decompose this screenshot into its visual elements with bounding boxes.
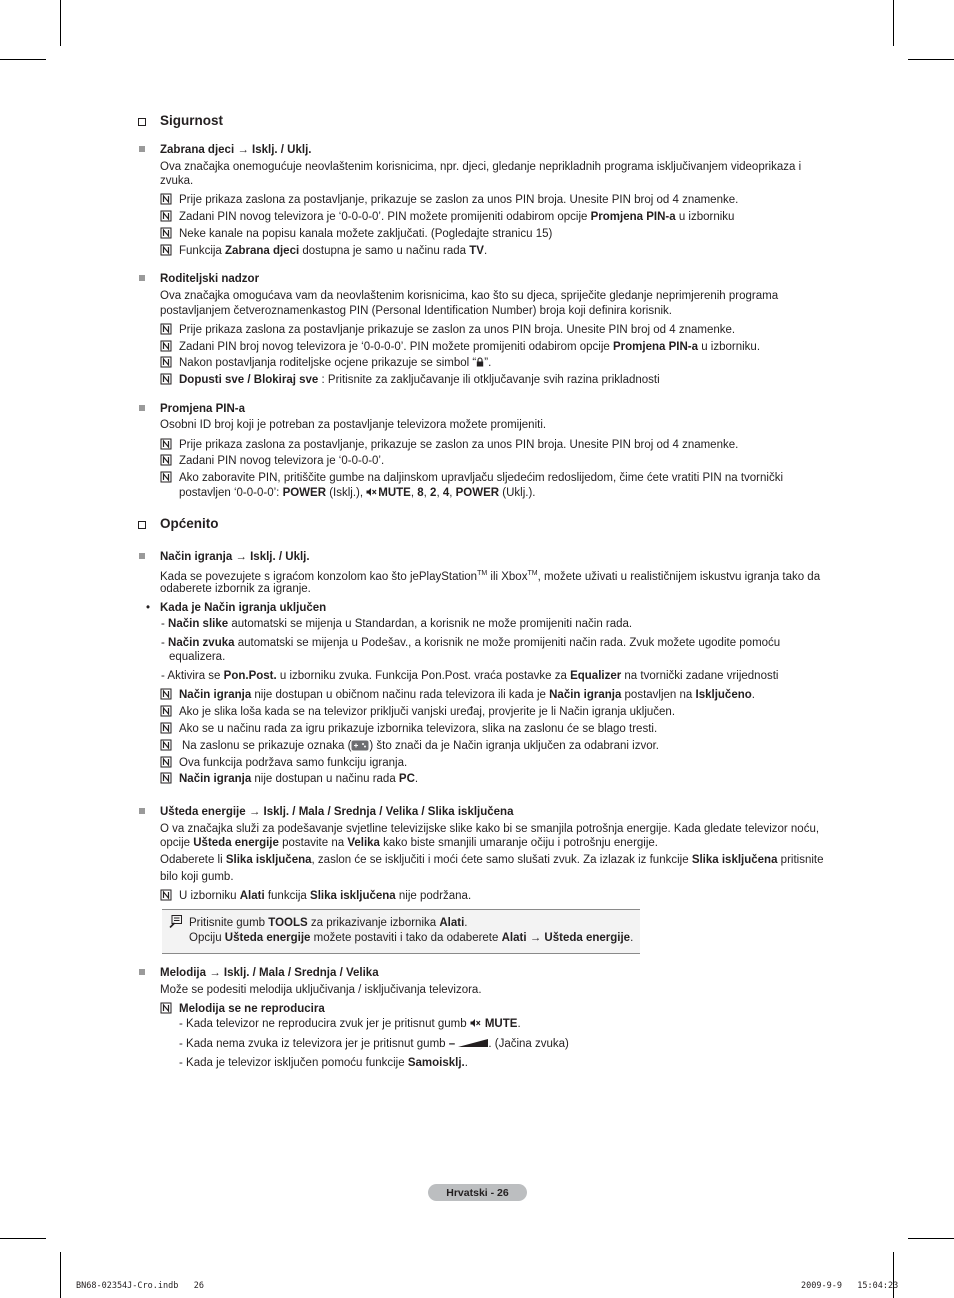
tools-text: Pritisnite gumb TOOLS za prikazivanje izbornika Alati. bbox=[189, 917, 468, 929]
section-title-security: Sigurnost bbox=[160, 113, 223, 128]
melody-title: Melodija → Isklj. / Mala / Srednja / Velika bbox=[160, 967, 379, 979]
crop-mark bbox=[0, 1238, 46, 1239]
dash-item: - Način zvuka automatski se mijenja u Podešav., a korisnik ne može promijeniti način rada. Zvuk možete ugodite pomoću bbox=[161, 637, 781, 649]
note-icon bbox=[160, 705, 172, 717]
parental-title: Roditeljski nadzor bbox=[160, 273, 260, 285]
note-icon bbox=[160, 471, 172, 483]
note-icon bbox=[160, 756, 172, 768]
note-text: Prije prikaza zaslona za postavljanje prikazuje se zaslon za unos PIN broja. Unesite PIN broj od 4 znamenke. bbox=[179, 324, 736, 336]
melody-sub: - Kada je televizor isključen pomoću funkcije Samoisklj.. bbox=[179, 1057, 468, 1069]
note-icon bbox=[160, 688, 172, 700]
energy-desc: bilo koji gumb. bbox=[160, 871, 234, 883]
crop-mark bbox=[60, 0, 61, 46]
tools-icon bbox=[169, 915, 182, 928]
note-text: Prije prikaza zaslona za postavljanje, prikazuje se zaslon za unos PIN broja. Unesite PIN broj od 4 znamenke. bbox=[179, 439, 739, 451]
child-lock-title: Zabrana djeci → Isklj. / Uklj. bbox=[160, 144, 312, 156]
crop-mark bbox=[893, 0, 894, 46]
note-text: U izborniku Alati funkcija Slika isključena nije podržana. bbox=[179, 890, 472, 902]
note-text: Zadani PIN novog televizora je ‘0-0-0-0’. bbox=[179, 455, 385, 467]
crop-mark bbox=[908, 59, 954, 60]
note-text: Nakon postavljanja roditeljske ocjene prikazuje se simbol “ ”. bbox=[179, 357, 492, 369]
item-square-icon bbox=[139, 275, 145, 281]
mute-icon bbox=[470, 1018, 482, 1028]
item-square-icon bbox=[139, 405, 145, 411]
note-icon bbox=[160, 227, 172, 239]
section-checkbox-icon bbox=[138, 118, 146, 126]
crop-mark bbox=[60, 1252, 61, 1298]
page-number: Hrvatski - 26 bbox=[446, 1187, 509, 1199]
note-text: Ako zaboravite PIN, pritiščite gumbe na daljinskom upravljaču sljedećim redoslijedom, čime ćete vratiti PIN na tvornički bbox=[179, 472, 783, 484]
footer-date: 2009-9-9 15:04:23 bbox=[801, 1281, 899, 1291]
note-icon bbox=[160, 722, 172, 734]
item-square-icon bbox=[139, 146, 145, 152]
change-pin-desc: Osobni ID broj koji je potreban za postavljanje televizora možete promijeniti. bbox=[160, 419, 547, 431]
note-text: Način igranja nije dostupan u običnom načinu rada televizora ili kada je Način igranja postavljen na Isključeno. bbox=[179, 689, 755, 701]
mute-icon bbox=[366, 487, 377, 497]
energy-title: Ušteda energije → Isklj. / Mala / Srednja / Velika / Slika isključena bbox=[160, 806, 514, 818]
note-icon bbox=[160, 739, 172, 751]
note-icon bbox=[160, 454, 172, 466]
gamepad-icon bbox=[351, 740, 369, 751]
note-icon bbox=[160, 373, 172, 385]
energy-desc: O va značajka služi za podešavanje svjetline televizijske slike kako bi se smanjila potrošnja energije. Kada gledate televizor noću, bbox=[160, 823, 820, 835]
tools-text: Opciju Ušteda energije možete postaviti i tako da odaberete Alati → Ušteda energije. bbox=[189, 932, 634, 944]
note-text: Neke kanale na popisu kanala možete zaključati. (Pogledajte stranicu 15) bbox=[179, 228, 553, 240]
dash-item: - Aktivira se Pon.Post. u izborniku zvuka. Funkcija Pon.Post. vraća postavke za Equalizer na tvornički zadane vrijednosti bbox=[161, 670, 779, 682]
note-text: Dopusti sve / Blokiraj sve : Pritisnite za zaključavanje ili otključavanje svih razina prikladnosti bbox=[179, 374, 660, 386]
dash-item: equalizera. bbox=[169, 651, 226, 663]
item-square-icon bbox=[139, 969, 145, 975]
energy-desc: opcije Ušteda energije postavite na Velika kako biste smanjili umaranje očiju i potrošnju energije. bbox=[160, 837, 658, 849]
volume-icon bbox=[458, 1039, 488, 1047]
energy-desc: Odaberete li Slika isključena, zaslon će se isključiti i moći ćete samo slušati zvuk. Za izlazak iz funkcije Slika isključena pritisnite bbox=[160, 854, 824, 866]
melody-sub: - Kada nema zvuka iz televizora jer je pritisnut gumb – . (Jačina zvuka) bbox=[179, 1038, 569, 1050]
game-mode-desc: odaberete izbornik za igranje. bbox=[160, 583, 311, 595]
game-mode-title: Način igranja → Isklj. / Uklj. bbox=[160, 551, 310, 563]
note-icon bbox=[160, 889, 172, 901]
note-icon bbox=[160, 193, 172, 205]
crop-mark bbox=[0, 59, 46, 60]
note-text: Zadani PIN broj novog televizora je ‘0-0-0-0’. PIN možete promijeniti odabirom opcije Promjena PIN-a u izborniku. bbox=[179, 341, 761, 353]
note-text: Ako je slika loša kada se na televizor priključi vanjski uređaj, provjerite je li Način igranja uključen. bbox=[179, 706, 676, 718]
child-lock-desc: zvuka. bbox=[160, 175, 194, 187]
crop-mark bbox=[908, 1238, 954, 1239]
note-text: Prije prikaza zaslona za postavljanje, prikazuje se zaslon za unos PIN broja. Unesite PIN broj od 4 znamenke. bbox=[179, 194, 739, 206]
melody-sub: - Kada televizor ne reproducira zvuk jer je pritisnut gumb MUTE. bbox=[179, 1018, 521, 1030]
note-icon bbox=[160, 210, 172, 222]
note-icon bbox=[160, 340, 172, 352]
note-text: Ova funkcija podržava samo funkciju igranja. bbox=[179, 757, 408, 769]
note-text: Funkcija Zabrana djeci dostupna je samo u načinu rada TV. bbox=[179, 245, 488, 257]
note-icon bbox=[160, 323, 172, 335]
crop-mark bbox=[893, 1252, 894, 1298]
change-pin-title: Promjena PIN-a bbox=[160, 403, 245, 415]
note-text: Melodija se ne reproducira bbox=[179, 1003, 325, 1015]
note-text: postavljen ‘0-0-0-0’: POWER (Isklj.), MUTE, 8, 2, 4, POWER (Uklj.). bbox=[179, 487, 536, 499]
note-icon bbox=[160, 244, 172, 256]
melody-desc: Može se podesiti melodija uključivanja / isključivanja televizora. bbox=[160, 984, 482, 996]
child-lock-desc: Ova značajka onemogućuje neovlaštenim korisnicima, npr. djeci, gledanje neprikladnih programa isključivanjem videoprikaza i bbox=[160, 161, 802, 173]
bullet-icon: • bbox=[146, 602, 151, 614]
item-square-icon bbox=[139, 553, 145, 559]
section-checkbox-icon bbox=[138, 521, 146, 529]
note-icon bbox=[160, 438, 172, 450]
note-icon bbox=[160, 1002, 172, 1014]
note-icon bbox=[160, 772, 172, 784]
note-text: Zadani PIN novog televizora je ‘0-0-0-0’. PIN možete promijeniti odabirom opcije Promjena PIN-a u izborniku bbox=[179, 211, 735, 223]
item-square-icon bbox=[139, 808, 145, 814]
section-title-general: Općenito bbox=[160, 516, 219, 531]
note-text: Način igranja nije dostupan u načinu rada PC. bbox=[179, 773, 419, 785]
parental-desc: postavljanjem četveroznamenkastog PIN (Personal Identification Number) broja koji definira korisnik. bbox=[160, 305, 672, 317]
dash-item: - Način slike automatski se mijenja u Standardan, a korisnik ne može promijeniti način rada. bbox=[161, 618, 633, 630]
note-text: Ako se u načinu rada za igru prikazuje izbornika televizora, slika na zaslonu će se blago tresti. bbox=[179, 723, 658, 735]
game-mode-bullet-title: Kada je Način igranja uključen bbox=[160, 602, 327, 614]
game-mode-desc: Kada se povezujete s igraćom konzolom kao što jePlayStation™ ili Xbox™, možete uživati u realističnijem iskustvu igranja tako da bbox=[160, 570, 821, 583]
note-text: Na zaslonu se prikazuje oznaka ( ) što znači da je Način igranja uključen za odabrani izvor. bbox=[182, 740, 659, 752]
footer-file: BN68-02354J-Cro.indb 26 bbox=[76, 1281, 204, 1291]
parental-desc: Ova značajka omogućava vam da neovlaštenim korisnicima, kao što su djeca, spriječite gledanje neprimjerenih programa bbox=[160, 290, 779, 302]
note-icon bbox=[160, 356, 172, 368]
